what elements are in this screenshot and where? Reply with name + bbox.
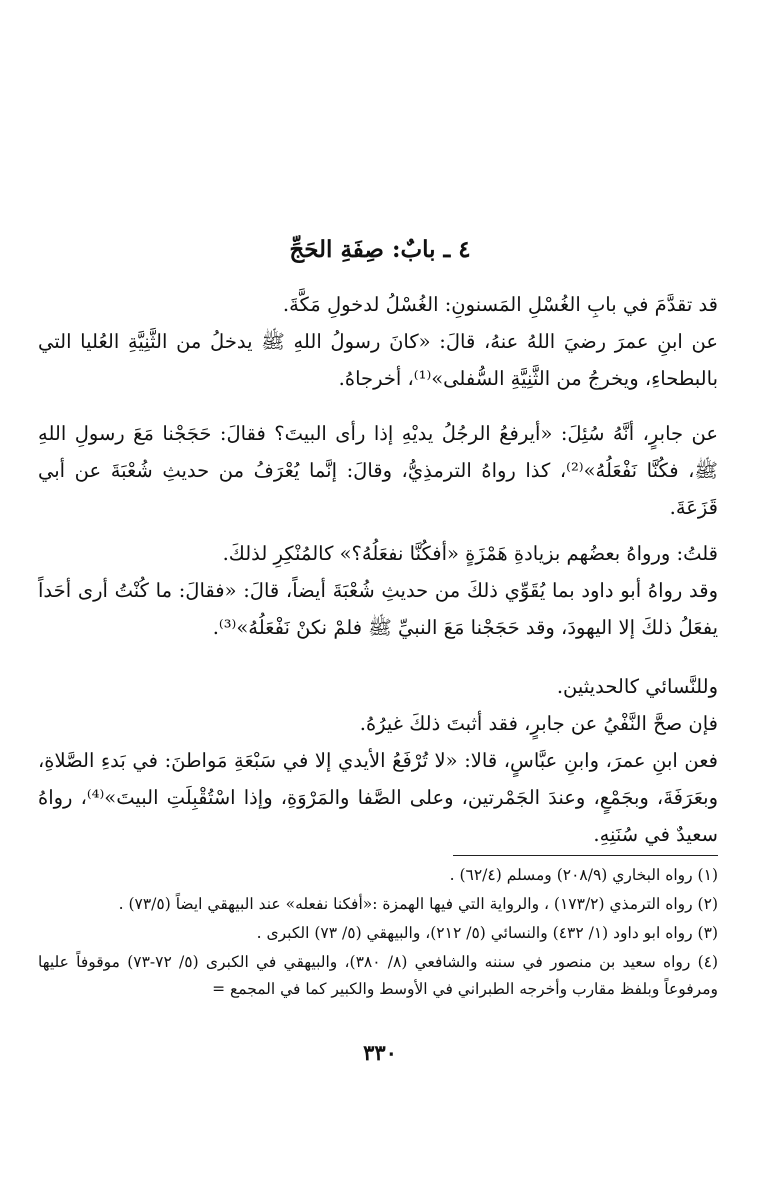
section-commentary — [38, 535, 718, 646]
footnote: (٤) رواه سعيد بن منصور في سننه والشافعي (٨/ ٣٨٠)، والبيهقي في الكبرى (٥/ ٧٢-٧٣) موقوفاً عليها ومرفوعاً وبلفظ مقارب وأخرجه الطبراني في الأوسط والكبير كما في المجمع = — [38, 953, 719, 998]
paragraph: وللنَّسائي كالحديثين. — [556, 675, 718, 698]
paragraph: قلتُ: ورواهُ بعضُهم بزيادةِ هَمْزَةٍ «أفكُنَّا نفعَلُهُ؟» كالمُنْكِرِ لذلكَ. — [222, 542, 718, 565]
chapter-heading: ٤ ـ بابٌ: صِفَةِ الحَجِّ — [289, 236, 471, 263]
section-jabir — [38, 415, 718, 526]
paragraph: وقد رواهُ أبو داود بما يُقَوِّي ذلكَ من حديثِ شُعْبَةَ أيضاً، قالَ: «فقالَ: ما كُنْتُ أرى أحَداً يفعَلُ ذلكَ إلا اليهودَ، وقد حَجَجْنا مَعَ النبيِّ ﷺ فلمْ نكنْ نَفْعَلُهُ»⁽³⁾. — [38, 579, 718, 639]
paragraph: عن جابرٍ، أنَّهُ سُئِلَ: «أيرفعُ الرجُلُ يديْهِ إذا رأى البيتَ؟ فقالَ: حَجَجْنا مَعَ رسولِ اللهِ ﷺ، فكُنَّا نَفْعَلُهُ»⁽²⁾، كذا رواهُ الترمذِيُّ، وقالَ: إنَّما يُعْرَفُ من حديثِ شُعْبَةَ عن أبي قَزَعَةَ. — [38, 422, 718, 519]
footnote-divider — [453, 855, 718, 856]
paragraph: عن ابنِ عمرَ رضيَ اللهُ عنهُ، قالَ: «كانَ رسولُ اللهِ ﷺ يدخلُ من الثَّنِيَّةِ العُليا التي بالبطحاءِ، ويخرجُ من الثَّنِيَّةِ السُّفلى»⁽¹⁾، أخرجاهُ. — [38, 330, 718, 390]
section-nasai — [38, 668, 718, 853]
footnote: (٢) رواه الترمذي (١٧٣/٢) ، والرواية التي فيها الهمزة :«أفكنا نفعله» عند البيهقي ايضاً (٧٣/٥) . — [118, 895, 718, 913]
paragraph: قد تقدَّمَ في بابِ الغُسْلِ المَسنونِ: الغُسْلُ لدخولِ مَكَّةَ. — [282, 293, 718, 316]
paragraph: فإن صحَّ النَّفْيُ عن جابرٍ، فقد أثبتَ ذلكَ غيرُهُ. — [359, 712, 718, 735]
footnote: (١) رواه البخاري (٢٠٨/٩) ومسلم (٦٢/٤) . — [449, 866, 718, 884]
page-number: ٣٣٠ — [363, 1040, 397, 1065]
footnotes — [38, 862, 718, 1005]
section-intro — [38, 286, 718, 397]
paragraph: فعن ابنِ عمرَ، وابنِ عبَّاسٍ، قالا: «لا تُرْفَعُ الأيدي إلا في سَبْعَةِ مَواطنَ: في بَدءِ الصَّلاةِ، وبعَرَفَةَ، وبجَمْعٍ، وعندَ الجَمْرتين، وعلى الصَّفا والمَرْوَةِ، وإذا اسْتُقْبِلَتِ البيتَ»⁽⁴⁾، رواهُ سعيدٌ في سُنَنِهِ. — [38, 749, 719, 846]
footnote: (٣) رواه ابو داود (١/ ٤٣٢) والنسائي (٥/ ٢١٢)، والبيهقي (٥/ ٧٣) الكبرى . — [256, 924, 718, 942]
